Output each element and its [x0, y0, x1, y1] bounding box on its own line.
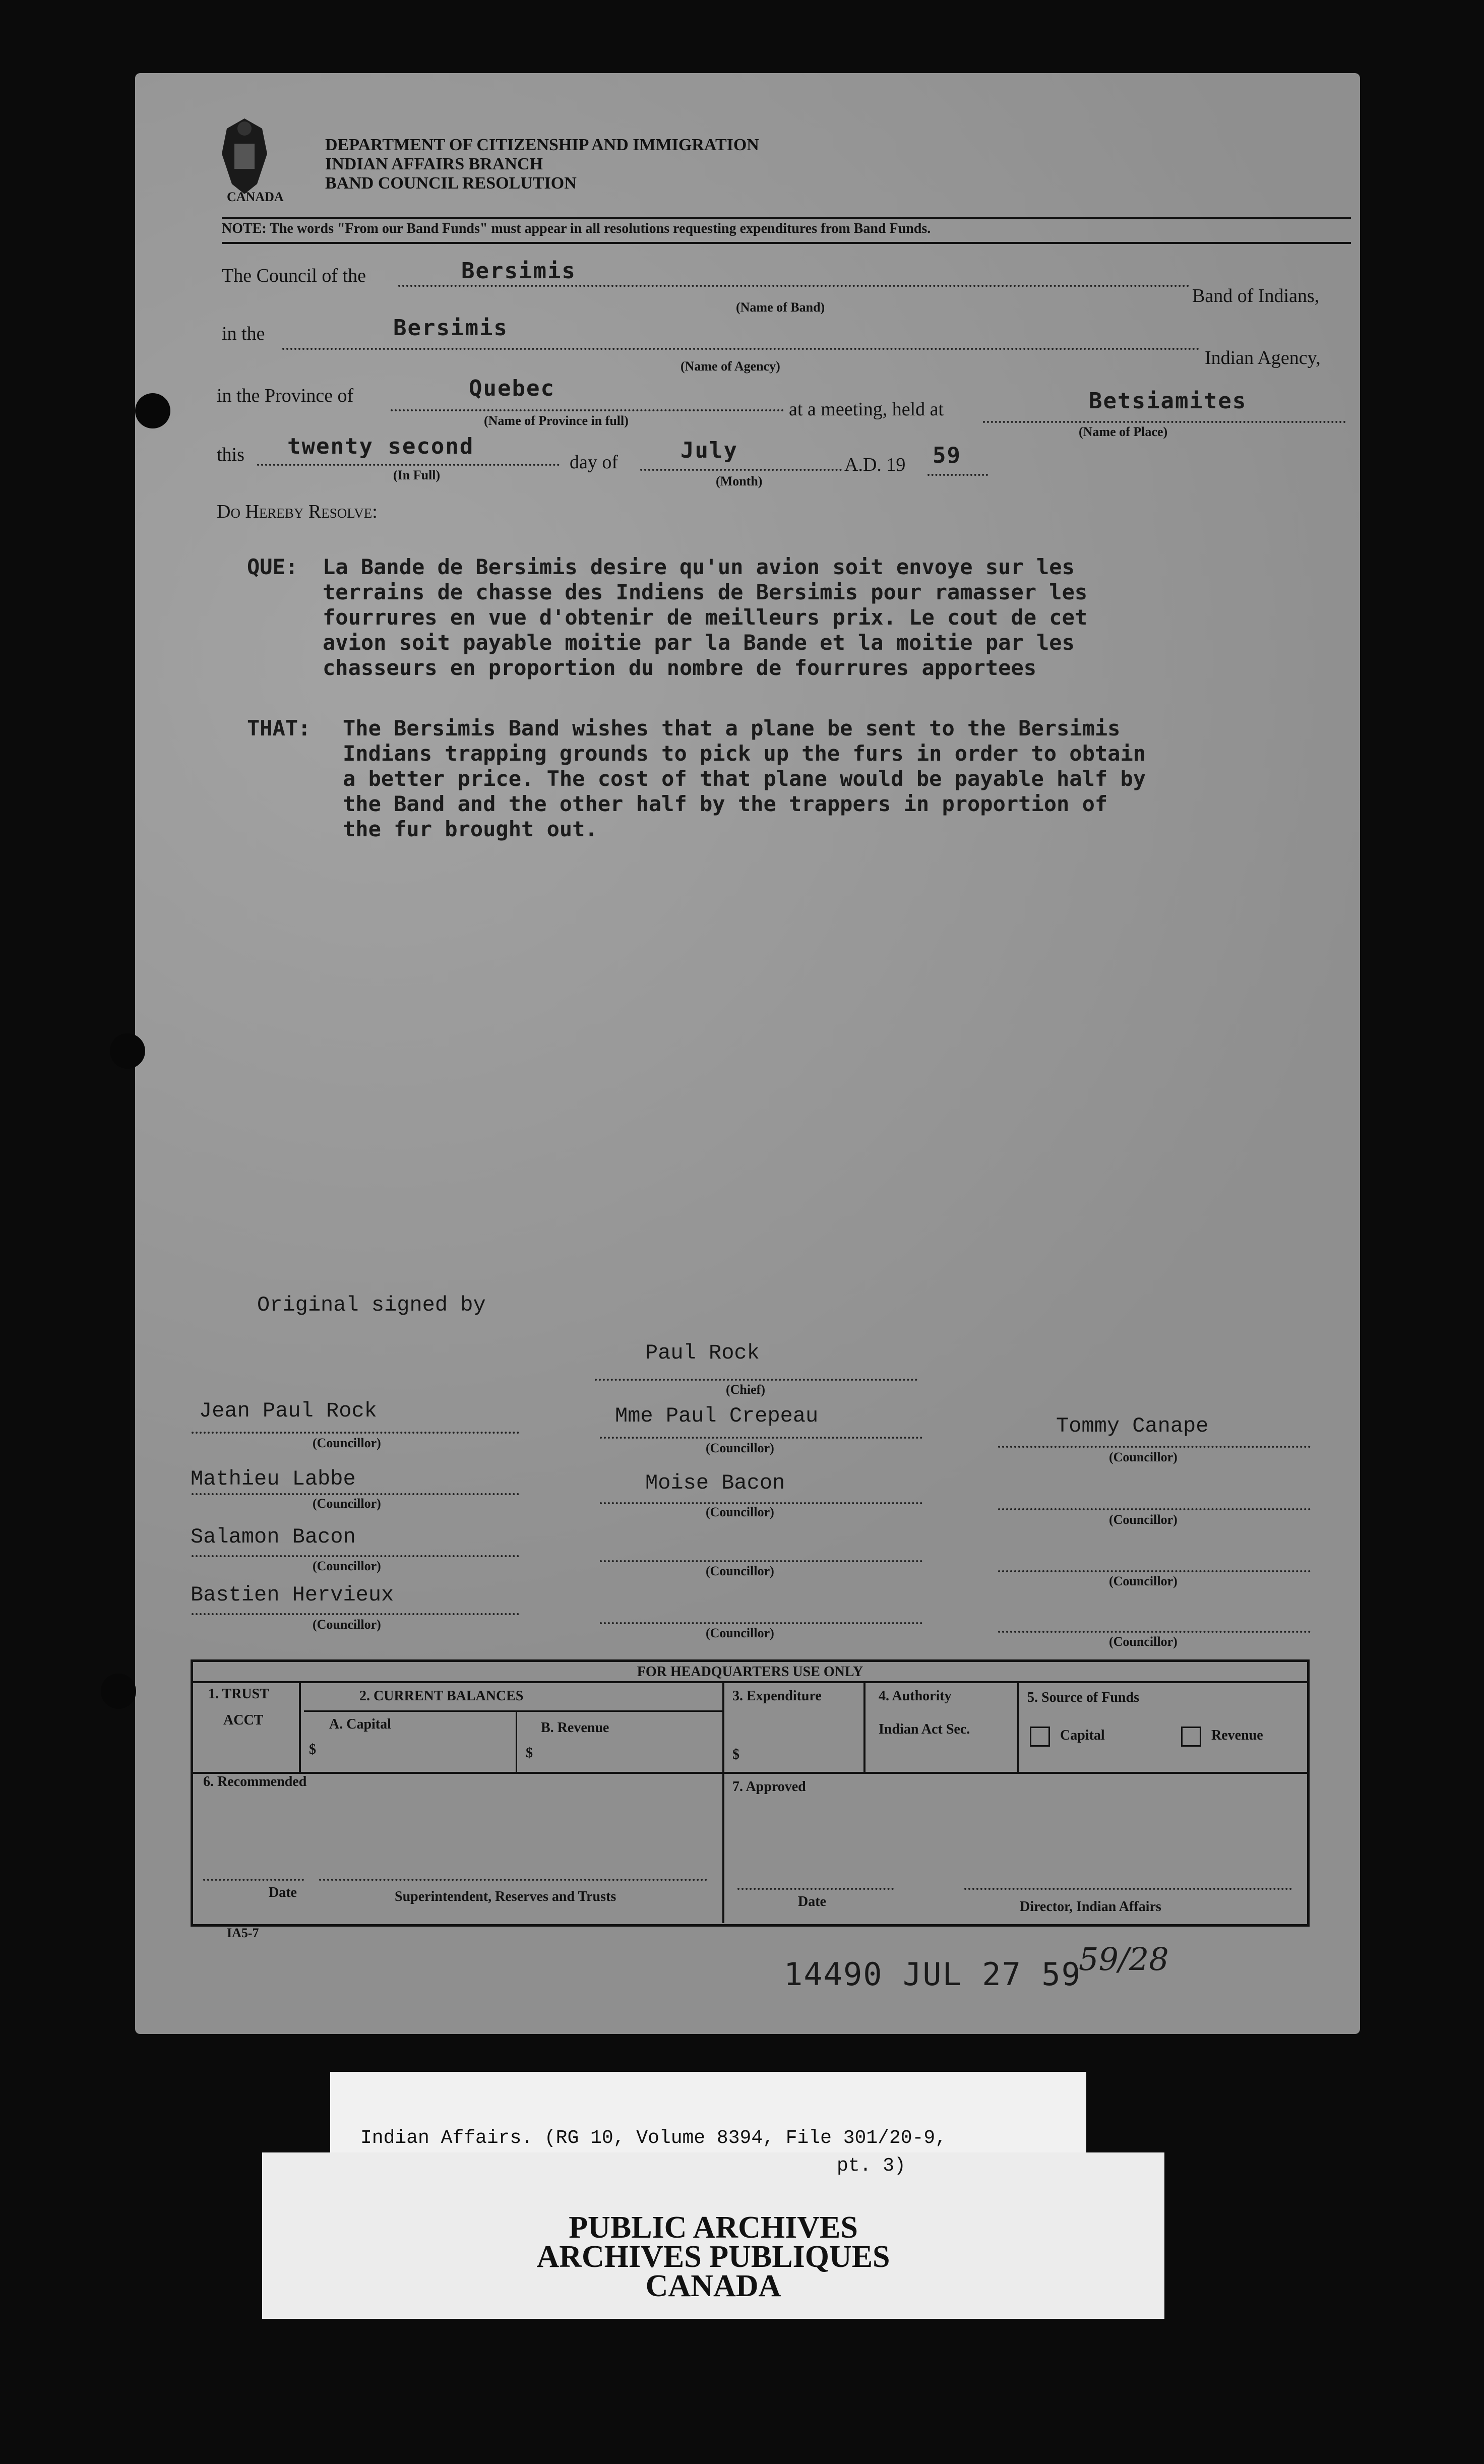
that-text: The Bersimis Band wishes that a plane be sent to the Bersimis Indians trapping grounds to pick up the furs in order to obtain a better price. The cost of that plane would be payable half by the Band and the other half by the trappers in proportion of the fur brought out.	[343, 716, 1146, 841]
meeting-label: at a meeting, held at	[789, 399, 944, 420]
superintendent-caption: Superintendent, Reserves and Trusts	[395, 1889, 616, 1904]
signature-line	[192, 1493, 519, 1495]
councillor-signature-mid-2: Moise Bacon	[645, 1471, 785, 1495]
signature-line	[192, 1432, 519, 1434]
that-label: THAT:	[247, 716, 311, 741]
place-line	[983, 421, 1346, 423]
approved-date-caption: Date	[798, 1894, 826, 1909]
date-line	[203, 1879, 304, 1881]
chief-line	[595, 1379, 917, 1381]
rule	[222, 242, 1351, 244]
rule	[304, 1710, 722, 1712]
current-balances-label: 2. CURRENT BALANCES	[359, 1688, 524, 1704]
chief-caption: (Chief)	[726, 1382, 765, 1397]
councillor-signature-left-1: Jean Paul Rock	[199, 1399, 377, 1423]
councillor-caption: (Councillor)	[706, 1441, 774, 1455]
province-value: Quebec	[469, 376, 555, 401]
que-label: QUE:	[247, 555, 298, 579]
rule	[299, 1681, 301, 1772]
director-caption: Director, Indian Affairs	[1020, 1899, 1161, 1915]
coat-of-arms-icon	[207, 113, 282, 199]
resolve-label: Do Hereby Resolve:	[217, 501, 378, 522]
councillor-caption: (Councillor)	[313, 1436, 381, 1450]
place-value: Betsiamites	[1089, 388, 1247, 414]
band-of-indians-label: Band of Indians,	[1192, 285, 1320, 306]
original-signed-by: Original signed by	[257, 1293, 486, 1317]
name-of-province-caption: (Name of Province in full)	[484, 413, 629, 428]
date-line	[737, 1888, 894, 1890]
councillor-signature-left-4: Bastien Hervieux	[191, 1583, 394, 1607]
signature-line	[192, 1555, 519, 1557]
councillor-caption: (Councillor)	[313, 1496, 381, 1511]
agency-value: Bersimis	[393, 315, 508, 341]
councillor-caption: (Councillor)	[313, 1617, 381, 1632]
councillor-caption: (Councillor)	[1109, 1450, 1178, 1464]
name-of-agency-caption: (Name of Agency)	[681, 359, 780, 374]
ad-label: A.D. 19	[844, 454, 906, 475]
received-stamp: 14490 JUL 27 59	[784, 1956, 1081, 1993]
signature-line	[998, 1570, 1311, 1572]
punch-hole-2	[110, 1033, 145, 1069]
year-value: 59	[933, 443, 961, 468]
month-caption: (Month)	[716, 474, 763, 488]
signature-line	[600, 1502, 922, 1504]
capital-checkbox[interactable]	[1030, 1727, 1050, 1747]
indian-act-section-label: Indian Act Sec.	[879, 1721, 970, 1737]
revenue-label: B. Revenue	[541, 1720, 609, 1736]
rule	[516, 1711, 517, 1772]
councillor-caption: (Councillor)	[1109, 1512, 1178, 1527]
signature-line	[600, 1560, 922, 1562]
punch-hole-1	[135, 393, 170, 428]
revenue-checkbox[interactable]	[1181, 1727, 1201, 1747]
headquarters-box	[191, 1659, 1310, 1927]
rule	[722, 1681, 724, 1772]
trust-label: 1. TRUST	[208, 1686, 269, 1702]
rule	[193, 1772, 1307, 1774]
chief-signature: Paul Rock	[645, 1341, 760, 1365]
this-label: this	[217, 444, 244, 465]
in-full-caption: (In Full)	[393, 468, 441, 482]
director-line	[964, 1888, 1292, 1890]
acct-label: ACCT	[223, 1712, 264, 1728]
indian-agency-label: Indian Agency,	[1205, 347, 1321, 368]
capital-checkbox-label: Capital	[1060, 1728, 1105, 1743]
council-of-label: The Council of the	[222, 265, 366, 286]
month-value: July	[681, 438, 738, 463]
rule	[863, 1681, 865, 1772]
revenue-dollar: $	[526, 1745, 533, 1761]
recommended-date-caption: Date	[269, 1885, 297, 1900]
signature-line	[998, 1631, 1311, 1633]
archive-canada: CANADA	[645, 2269, 781, 2303]
agency-line	[282, 348, 1200, 350]
branch-title: INDIAN AFFAIRS BRANCH	[325, 155, 543, 173]
signature-line	[998, 1508, 1311, 1510]
councillor-caption: (Councillor)	[706, 1564, 774, 1578]
councillor-signature-right-1: Tommy Canape	[1056, 1414, 1209, 1438]
councillor-caption: (Councillor)	[1109, 1574, 1178, 1588]
councillor-caption: (Councillor)	[1109, 1634, 1178, 1649]
councillor-caption: (Councillor)	[313, 1559, 381, 1573]
archive-title	[262, 2210, 1164, 2303]
signature-line	[192, 1613, 519, 1615]
councillor-caption: (Councillor)	[706, 1626, 774, 1640]
name-of-band-caption: (Name of Band)	[736, 300, 825, 315]
in-the-label: in the	[222, 323, 265, 344]
capital-label: A. Capital	[329, 1716, 391, 1732]
rule	[722, 1772, 724, 1923]
band-name-line	[398, 285, 1190, 287]
province-line	[391, 409, 784, 411]
approved-label: 7. Approved	[732, 1779, 806, 1795]
rule	[222, 217, 1351, 219]
signature-line	[600, 1437, 922, 1439]
form-title: BAND COUNCIL RESOLUTION	[325, 174, 577, 193]
handwritten-file-number: 59/28	[1079, 1941, 1169, 1978]
month-line	[640, 469, 842, 471]
public-archives: PUBLIC ARCHIVES	[569, 2210, 858, 2245]
rule	[1017, 1681, 1019, 1772]
councillor-signature-left-3: Salamon Bacon	[191, 1525, 356, 1549]
note-text: NOTE: The words "From our Band Funds" must appear in all resolutions requesting expenditures from Band Funds.	[222, 221, 931, 236]
day-of-label: day of	[570, 452, 619, 473]
canada-label: CANADA	[227, 190, 284, 204]
department-title: DEPARTMENT OF CITIZENSHIP AND IMMIGRATION	[325, 136, 759, 154]
que-text: La Bande de Bersimis desire qu'un avion soit envoye sur les terrains de chasse des Indiens de Bersimis pour ramasser les fourrures en vue d'obtenir de meilleurs prix. Le cout de cet avion soit payable moitie par la Bande et la moitie par les chasseurs en proportion du nombre de fourrures apportees	[323, 555, 1088, 680]
councillor-signature-mid-1: Mme Paul Crepeau	[615, 1404, 819, 1428]
revenue-checkbox-label: Revenue	[1211, 1728, 1263, 1743]
punch-hole-3	[101, 1674, 136, 1709]
recommended-label: 6. Recommended	[203, 1774, 307, 1790]
councillor-signature-left-2: Mathieu Labbe	[191, 1467, 356, 1491]
band-name-value: Bersimis	[461, 258, 576, 284]
source-of-funds-label: 5. Source of Funds	[1027, 1690, 1139, 1705]
superintendent-line	[319, 1879, 707, 1881]
rule	[193, 1681, 1307, 1683]
capital-dollar: $	[309, 1742, 316, 1757]
province-label: in the Province of	[217, 385, 354, 406]
reference-line-2: pt. 3)	[837, 2155, 906, 2177]
reference-line-1: Indian Affairs. (RG 10, Volume 8394, File 301/20-9,	[360, 2127, 947, 2149]
expenditure-dollar: $	[732, 1747, 739, 1762]
signature-line	[998, 1446, 1311, 1448]
councillor-caption: (Councillor)	[706, 1505, 774, 1519]
form-number: IA5-7	[227, 1926, 259, 1940]
archives-publiques: ARCHIVES PUBLIQUES	[536, 2240, 890, 2274]
day-value: twenty second	[287, 434, 474, 459]
signature-line	[600, 1622, 922, 1624]
authority-label: 4. Authority	[879, 1688, 952, 1704]
expenditure-label: 3. Expenditure	[732, 1688, 822, 1704]
day-line	[257, 464, 560, 466]
hq-title: FOR HEADQUARTERS USE ONLY	[637, 1664, 863, 1680]
year-line	[928, 474, 988, 476]
name-of-place-caption: (Name of Place)	[1079, 424, 1168, 439]
